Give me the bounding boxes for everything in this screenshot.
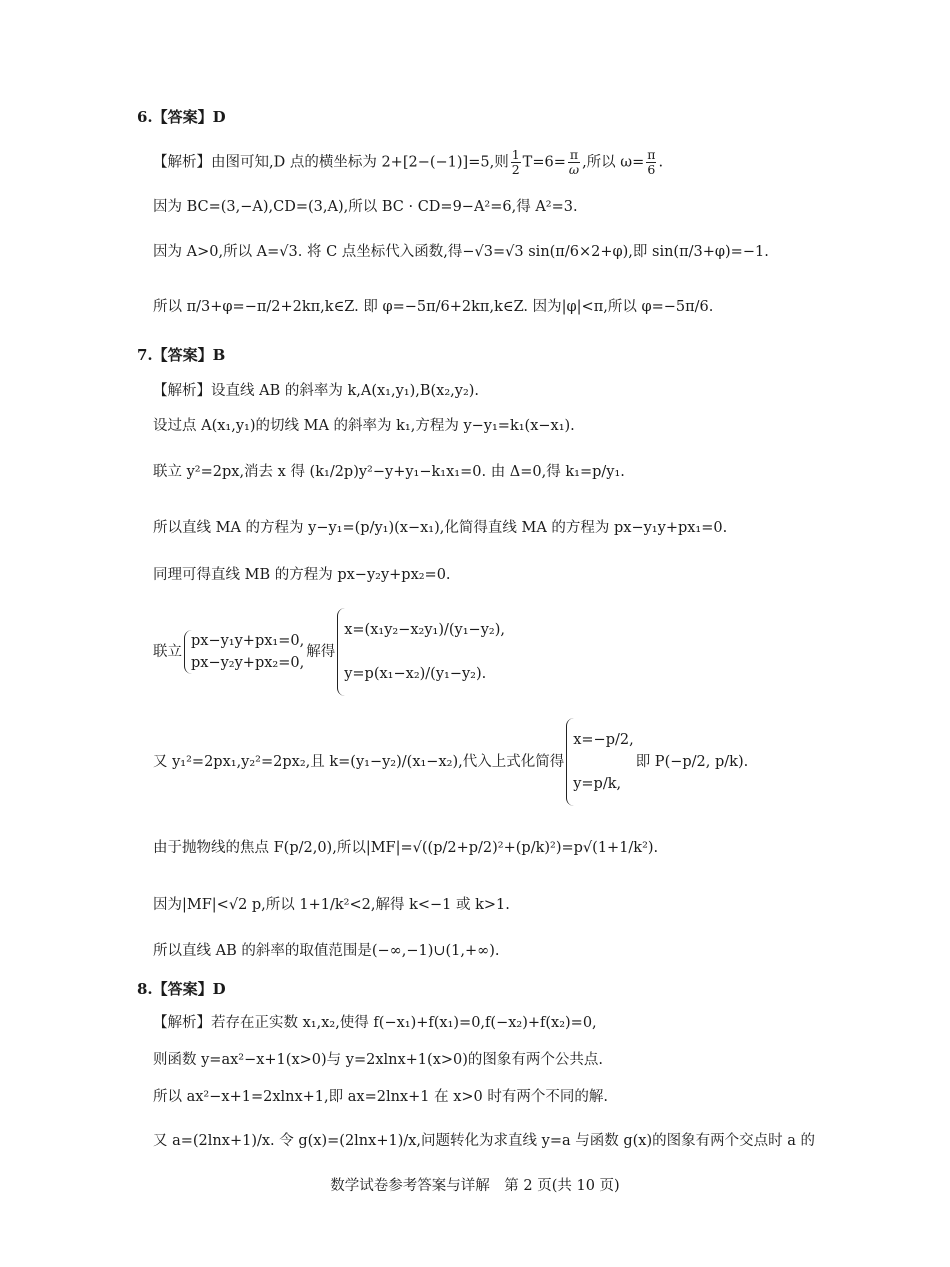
- q7-line-7-text: 又 y₁²=2px₁,y₂²=2px₂,且 k=(y₁−y₂)/(x₁−x₂),代入上式化简得: [153, 754, 565, 770]
- equation-system-1: px−y₁y+px₁=0, px−y₂y+px₂=0,: [184, 630, 304, 674]
- q8-line-2: 则函数 y=ax²−x+1(x>0)与 y=2xlnx+1(x>0)的图象有两个公共点.: [153, 1052, 604, 1068]
- q7-line-7-result: 即 P(−p/2, p/k).: [635, 754, 749, 770]
- q6-line-1: 【解析】由图可知,D 点的横坐标为 2+[2−(−1)]=5,则 $\frac{1}{2}$ T=6= $\frac{\pi}{\omega}$ ,所以 ω= $\frac{\pi}{6}$ .: [153, 147, 664, 177]
- fraction-half: $\frac{1}{2}$: [511, 147, 520, 177]
- q7-line-2: 设过点 A(x₁,y₁)的切线 MA 的斜率为 k₁,方程为 y−y₁=k₁(x−x₁).: [153, 418, 575, 434]
- q7-line-6-solve: 解得: [306, 644, 336, 660]
- q7-line-5: 同理可得直线 MB 的方程为 px−y₂y+px₂=0.: [153, 567, 451, 583]
- fraction-pi-six: $\frac{\pi}{6}$: [647, 147, 656, 177]
- q7-line-3: 联立 y²=2px,消去 x 得 (k₁/2p)y²−y+y₁−k₁x₁=0. 由 Δ=0,得 k₁=p/y₁.: [153, 464, 625, 480]
- q7-line-1: 【解析】设直线 AB 的斜率为 k,A(x₁,y₁),B(x₂,y₂).: [153, 383, 480, 399]
- fraction-pi-omega: $\frac{\pi}{\omega}$: [568, 147, 580, 177]
- q8-answer-heading: 8.【答案】D: [137, 980, 226, 998]
- q6-line-1-text-a: 【解析】由图可知,D 点的横坐标为 2+[2−(−1)]=5,则: [153, 154, 509, 171]
- q6-line-4: 所以 π/3+φ=−π/2+2kπ,k∈Z. 即 φ=−5π/6+2kπ,k∈Z. 因为|φ|<π,所以 φ=−5π/6.: [153, 299, 714, 315]
- q7-line-10: 所以直线 AB 的斜率的取值范围是(−∞,−1)∪(1,+∞).: [153, 943, 500, 959]
- q6-answer-heading: 6.【答案】D: [137, 108, 226, 126]
- q6-line-3: 因为 A>0,所以 A=√3. 将 C 点坐标代入函数,得−√3=√3 sin(π/6×2+φ),即 sin(π/3+φ)=−1.: [153, 244, 769, 260]
- q7-line-7: [153, 718, 748, 806]
- q8-line-4: 又 a=(2lnx+1)/x. 令 g(x)=(2lnx+1)/x,问题转化为求直线 y=a 与函数 g(x)的图象有两个交点时 a 的: [153, 1133, 815, 1149]
- q7-line-4: 所以直线 MA 的方程为 y−y₁=(p/y₁)(x−x₁),化简得直线 MA 的方程为 px−y₁y+px₁=0.: [153, 520, 728, 536]
- q6-line-2: 因为 BC=(3,−A),CD=(3,A),所以 BC · CD=9−A²=6,得 A²=3.: [153, 199, 578, 215]
- q6-line-1-text-c: ,所以 ω=: [582, 154, 645, 171]
- equation-system-2: x=(x₁y₂−x₂y₁)/(y₁−y₂), y=p(x₁−x₂)/(y₁−y₂).: [337, 608, 505, 696]
- q7-line-6-label: 联立: [153, 644, 182, 660]
- q7-line-8: 由于抛物线的焦点 F(p/2,0),所以|MF|=√((p/2+p/2)²+(p/k)²)=p√(1+1/k²).: [153, 840, 659, 856]
- equation-system-3: x=−p/2, y=p/k,: [566, 718, 633, 806]
- q8-line-1: 【解析】若存在正实数 x₁,x₂,使得 f(−x₁)+f(x₁)=0,f(−x₂)+f(x₂)=0,: [153, 1015, 597, 1031]
- q7-line-6: [153, 608, 507, 696]
- q6-line-1-text-b: T=6=: [522, 154, 566, 171]
- q7-line-9: 因为|MF|<√2 p,所以 1+1/k²<2,解得 k<−1 或 k>1.: [153, 897, 510, 913]
- page-footer: 数学试卷参考答案与详解 第 2 页(共 10 页): [330, 1178, 620, 1194]
- q8-line-3: 所以 ax²−x+1=2xlnx+1,即 ax=2lnx+1 在 x>0 时有两个不同的解.: [153, 1089, 608, 1105]
- q7-answer-heading: 7.【答案】B: [137, 346, 226, 364]
